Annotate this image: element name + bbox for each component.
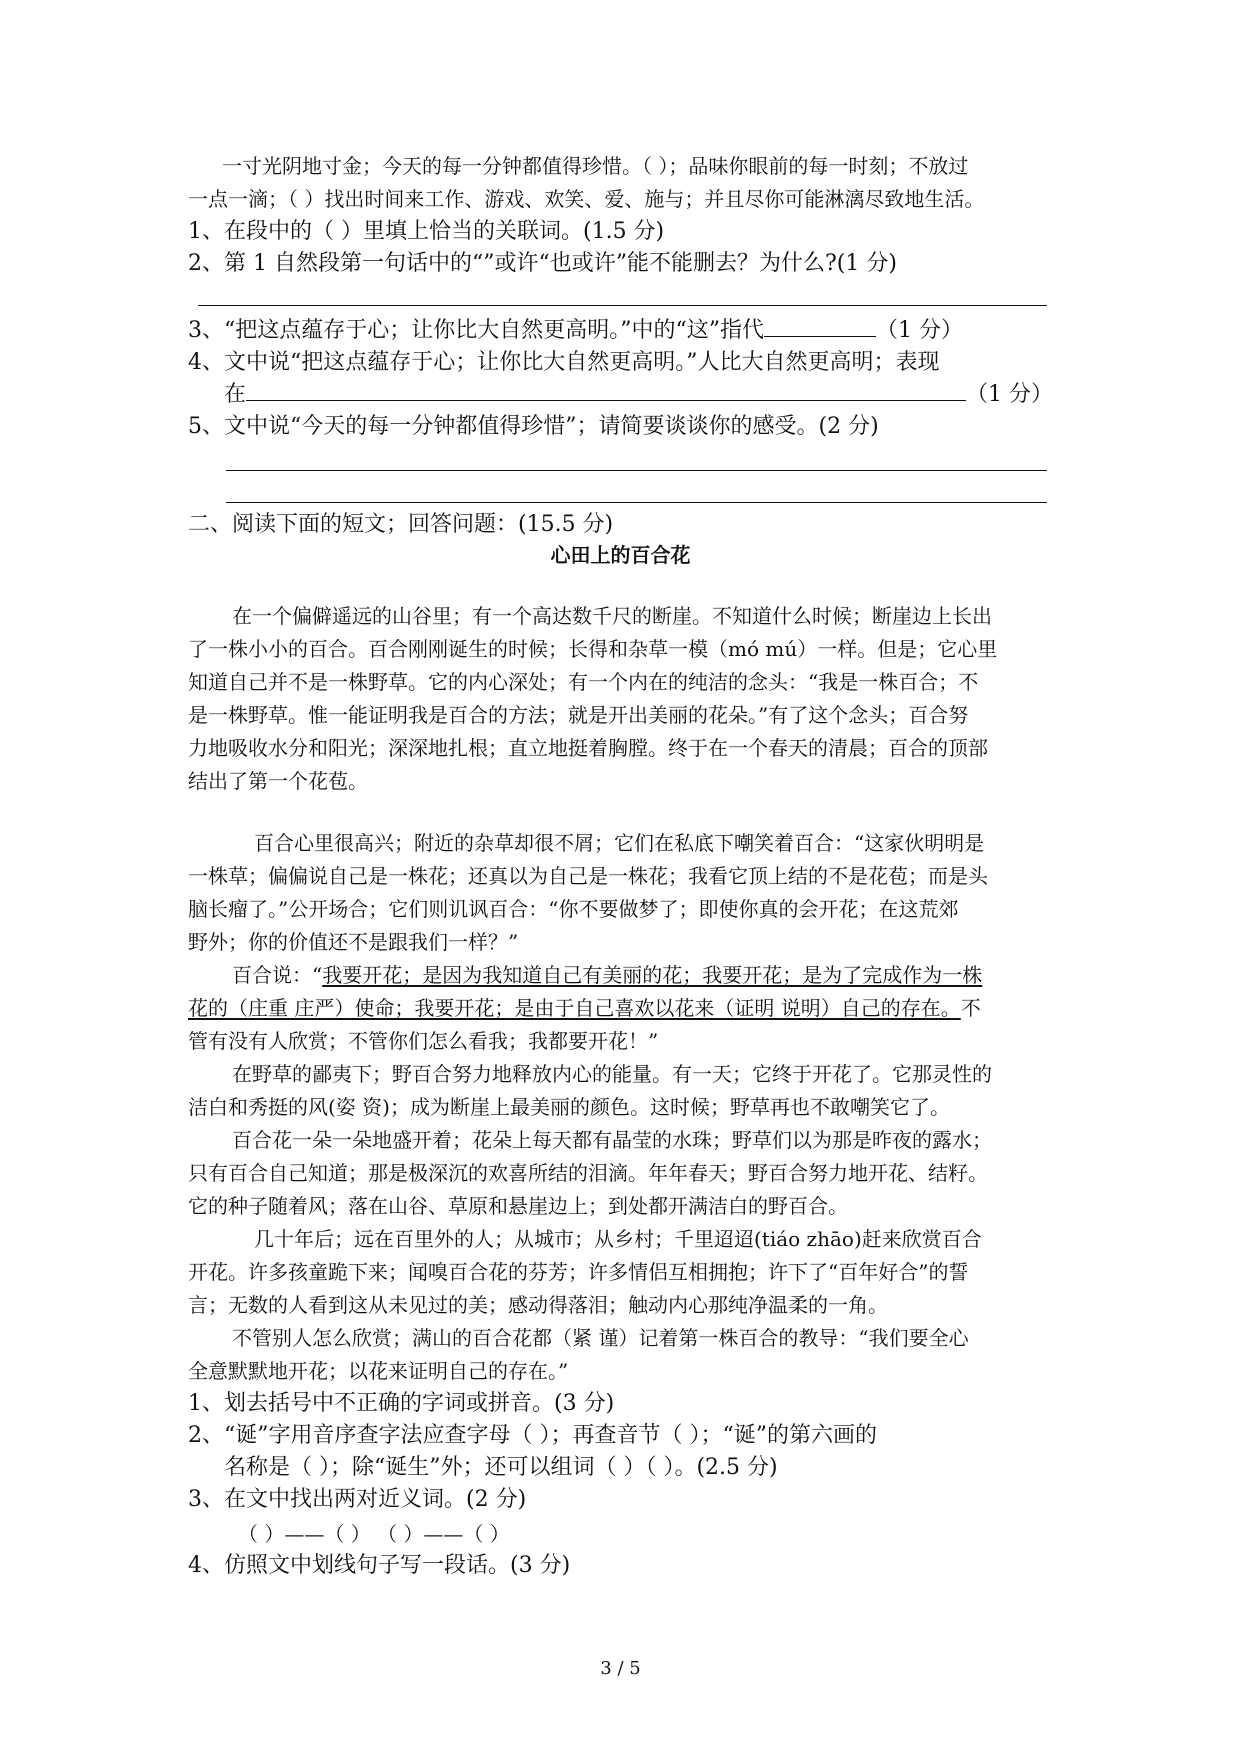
section-heading: 二、阅读下面的短文；回答问题：(15.5 分) bbox=[188, 512, 614, 537]
passage-line: 全意默默地开花；以花来证明自己的存在。” bbox=[188, 1359, 569, 1383]
passage-line: 不管别人怎么欣赏；满山的百合花都（紧 谨）记着第一株百合的教导：“我们要全心 bbox=[232, 1326, 969, 1350]
answer-blank bbox=[764, 316, 876, 337]
question-3-score: （1 分） bbox=[876, 318, 963, 343]
passage-line bbox=[188, 996, 981, 1020]
passage-line: 力地吸收水分和阳光；深深地扎根；直立地挺着胸膛。终于在一个春天的清晨；百合的顶部 bbox=[188, 736, 988, 760]
underlined-sentence: 我要开花；是因为我知道自己有美丽的花；我要开花；是为了完成作为一株 bbox=[322, 963, 983, 987]
passage-line: 它的种子随着风；落在山谷、草原和悬崖边上；到处都开满洁白的野百合。 bbox=[188, 1194, 848, 1218]
passage-line: 在野草的鄙夷下；野百合努力地释放内心的能量。有一天；它终于开花了。它那灵性的 bbox=[232, 1062, 992, 1086]
passage-line: 一寸光阴地寸金；今天的每一分钟都值得珍惜。（ ）；品味你眼前的每一时刻；不放过 bbox=[222, 154, 969, 178]
passage-line: 几十年后；远在百里外的人；从城市；从乡村；千里迢迢(tiáo zhāo)赶来欣赏百合 bbox=[254, 1227, 982, 1251]
passage-line: 管有没有人欣赏；不管你们怎么看我；我都要开花！” bbox=[188, 1029, 659, 1053]
question-1: 1、划去括号中不正确的字词或拼音。(3 分) bbox=[188, 1391, 615, 1416]
question-4-score: （1 分） bbox=[966, 382, 1054, 407]
passage-line: 脑长瘤了。”公开场合；它们则讥讽百合：“你不要做梦了；即使你真的会开花；在这荒郊 bbox=[188, 897, 959, 921]
question-4: 4、文中说“把这点蕴存于心；让你比大自然更高明。”人比大自然更高明；表现 bbox=[188, 350, 940, 375]
question-3-text: 3、“把这点蕴存于心；让你比大自然更高明。”中的“这”指代 bbox=[188, 318, 764, 343]
question-2: 2、“诞”字用音序查字法应查字母（ ）；再查音节（ ）；“诞”的第六画的 bbox=[188, 1423, 877, 1448]
synonym-pairs: （ ）——（ ） （ ）——（ ） bbox=[238, 1522, 510, 1546]
passage-title: 心田上的百合花 bbox=[550, 543, 691, 567]
passage-line: 知道自己并不是一株野草。它的内心深处；有一个内在的纯洁的念头：“我是一株百合；不 bbox=[188, 670, 979, 694]
answer-line bbox=[226, 470, 1047, 471]
question-3 bbox=[188, 316, 963, 344]
passage-line: 了一株小小的百合。百合刚刚诞生的时候；长得和杂草一模（mó mú）一样。但是；它心里 bbox=[188, 637, 998, 661]
passage-line: 开花。许多孩童跪下来；闻嗅百合花的芬芳；许多情侣互相拥抱；许下了“百年好合”的誓 bbox=[188, 1260, 969, 1284]
answer-line bbox=[198, 305, 1047, 306]
question-1: 1、在段中的（ ）里填上恰当的关联词。(1.5 分) bbox=[188, 219, 665, 244]
answer-blank bbox=[246, 380, 966, 401]
question-2: 2、第 1 自然段第一句话中的“”或许“也或许”能不能删去？为什么?(1 分) bbox=[188, 251, 897, 276]
passage-line: 野外；你的价值还不是跟我们一样？” bbox=[188, 930, 519, 954]
passage-line: 言；无数的人看到这从未见过的美；感动得落泪；触动内心那纯净温柔的一角。 bbox=[188, 1293, 888, 1317]
underlined-sentence: 花的（庄重 庄严）使命；我要开花；是由于自己喜欢以花来（证明 说明）自己的存在。 bbox=[188, 996, 961, 1020]
passage-line: 是一株野草。惟一能证明我是百合的方法；就是开出美丽的花朵。”有了这个念头；百合努 bbox=[188, 703, 969, 727]
passage-line: 百合花一朵一朵地盛开着；花朵上每天都有晶莹的水珠；野草们以为那是昨夜的露水； bbox=[232, 1128, 992, 1152]
question-5: 5、文中说“今天的每一分钟都值得珍惜”；请简要谈谈你的感受。(2 分) bbox=[188, 414, 879, 439]
question-4-text: 在 bbox=[224, 382, 247, 407]
passage-line: 百合心里很高兴；附近的杂草却很不屑；它们在私底下嘲笑着百合：“这家伙明明是 bbox=[254, 831, 985, 855]
passage-line: 只有百合自己知道；那是极深沉的欢喜所结的泪滴。年年春天；野百合努力地开花、结籽。 bbox=[188, 1161, 988, 1185]
passage-line bbox=[232, 963, 982, 987]
question-4: 4、仿照文中划线句子写一段话。(3 分) bbox=[188, 1553, 571, 1578]
passage-line: 结出了第一个花苞。 bbox=[188, 769, 368, 793]
passage-line: 一点一滴；（ ）找出时间来工作、游戏、欢笑、爱、施与；并且尽你可能淋漓尽致地生活。 bbox=[188, 187, 985, 211]
answer-line bbox=[226, 502, 1047, 503]
question-2-cont: 名称是（ ）；除“诞生”外；还可以组词（ ）（ ）。(2.5 分) bbox=[224, 1455, 778, 1480]
passage-line: 洁白和秀挺的风(姿 资)；成为断崖上最美丽的颜色。这时候；野草再也不敢嘲笑它了。 bbox=[188, 1095, 950, 1119]
question-4-cont bbox=[224, 380, 1053, 408]
page-number: 3 / 5 bbox=[600, 1658, 641, 1679]
question-3: 3、在文中找出两对近义词。(2 分) bbox=[188, 1487, 527, 1512]
passage-line: 一株草；偏偏说自己是一株花；还真以为自己是一株花；我看它顶上结的不是花苞；而是头 bbox=[188, 864, 988, 888]
passage-line: 在一个偏僻遥远的山谷里；有一个高达数千尺的断崖。不知道什么时候；断崖边上长出 bbox=[232, 604, 992, 628]
passage-text: 不 bbox=[960, 996, 981, 1020]
passage-text: 百合说：“ bbox=[232, 963, 323, 987]
